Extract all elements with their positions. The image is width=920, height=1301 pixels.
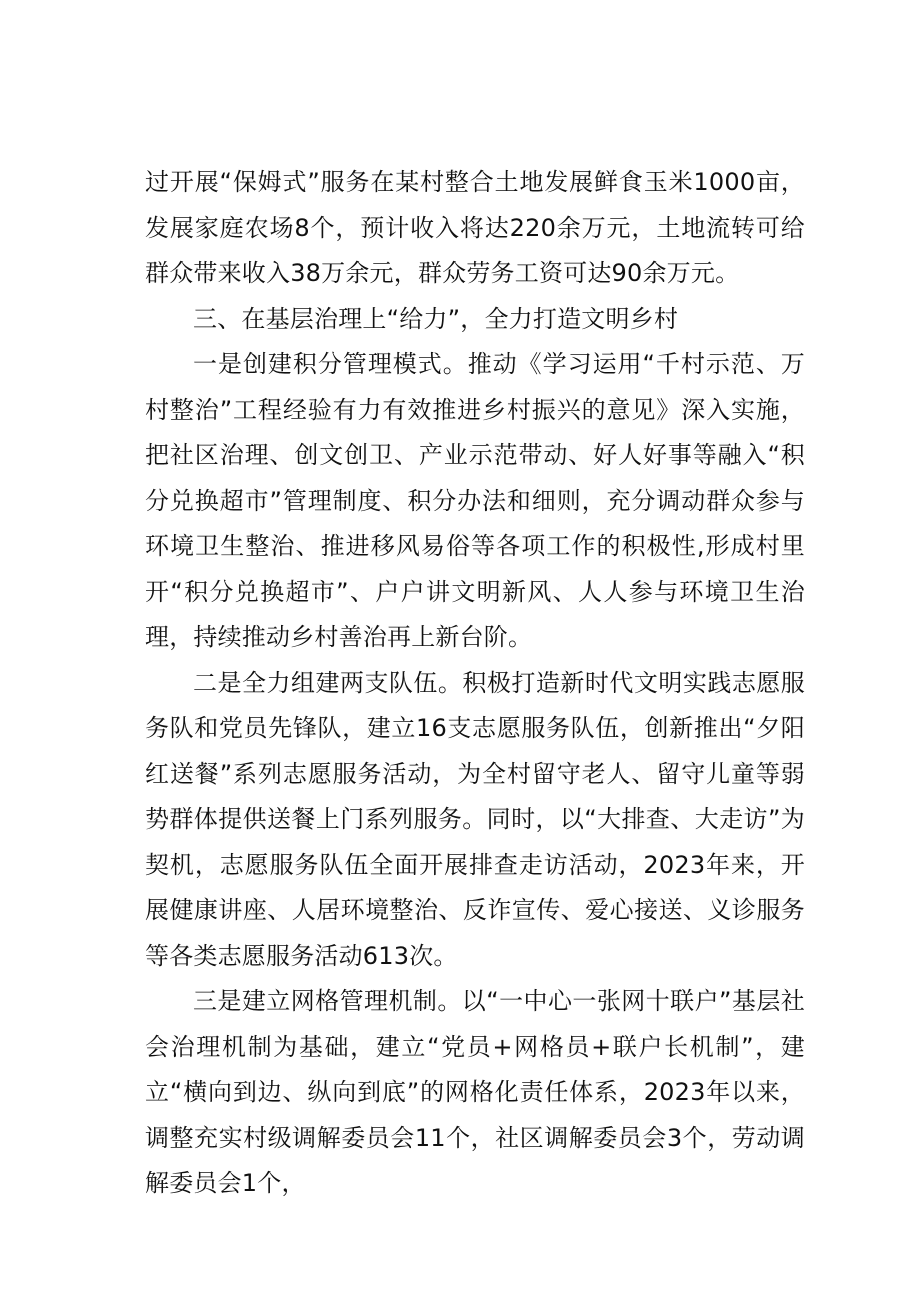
paragraph-two-teams: 二是全力组建两支队伍。积极打造新时代文明实践志愿服务队和党员先锋队，建立16支志愿服务队伍，创新推出“夕阳红送餐”系列志愿服务活动，为全村留守老人、留守儿童等弱势群体提供送餐上门系列服务。同时，以“大排查、大走访”为契机，志愿服务队伍全面开展排查走访活动，2023年来，开展健康讲座、人居环境整治、反诈宣传、爱心接送、义诊服务等各类志愿服务活动613次。 <box>145 668 805 970</box>
paragraph-grid-management: 三是建立网格管理机制。以“一中心一张网十联户”基层社会治理机制为基础，建立“党员+网格员+联户长机制”，建立“横向到边、纵向到底”的网格化责任体系，2023年以来，调整充实村级调解委员会11个，社区调解委员会3个，劳动调解委员会1个， <box>145 987 805 1197</box>
paragraph-points-management: 一是创建积分管理模式。推动《学习运用“千村示范、万村整治”工程经验有力有效推进乡村振兴的意见》深入实施，把社区治理、创文创卫、产业示范带动、好人好事等融入“积分兑换超市”管理制度、积分办法和细则，充分调动群众参与环境卫生整治、推进移风易俗等各项工作的积极性,形成村里开“积分兑换超市”、户户讲文明新风、人人参与环境卫生治理，持续推动乡村善治再上新台阶。 <box>145 350 805 651</box>
section-heading-grassroots-governance: 三、在基层治理上“给力”，全力打造文明乡村 <box>193 304 679 333</box>
paragraph-land-development: 过开展“保姆式”服务在某村整合土地发展鲜食玉米1000亩，发展家庭农场8个，预计收入将达220余万元，土地流转可给群众带来收入38万余元，群众劳务工资可达90余万元。 <box>145 168 805 287</box>
document-page <box>145 160 805 1207</box>
